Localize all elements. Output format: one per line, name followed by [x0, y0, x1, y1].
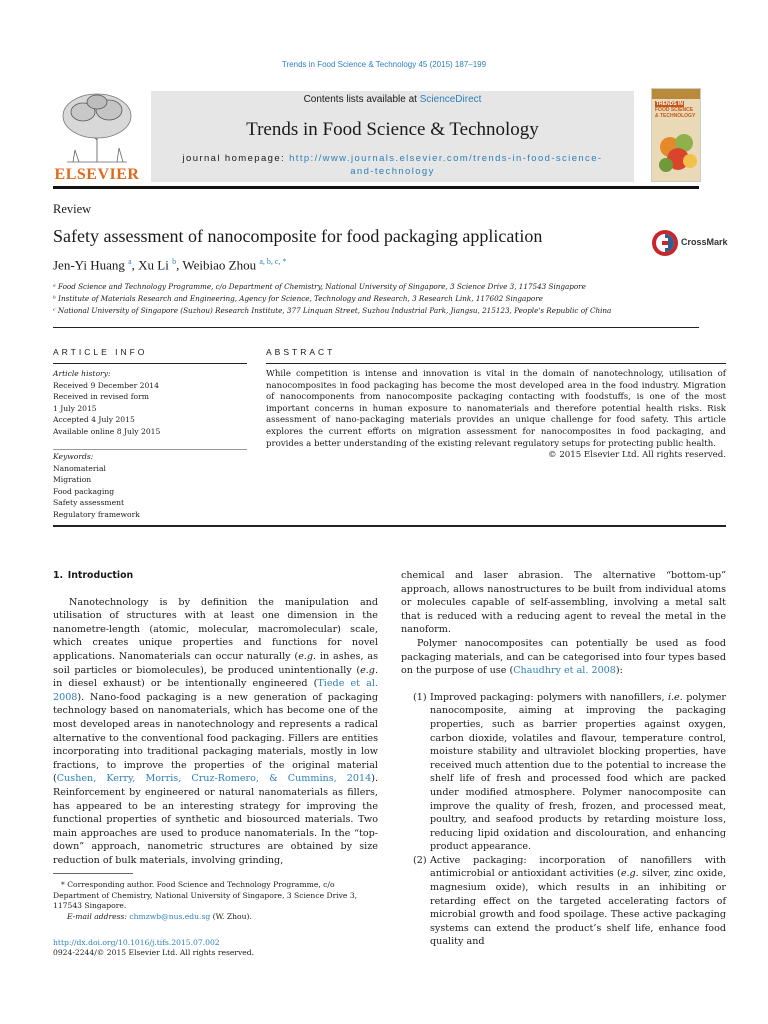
- intro-eg: e.g.: [298, 650, 317, 662]
- contents-prefix: Contents lists available at: [303, 94, 420, 105]
- abstract-text-block: [266, 369, 726, 462]
- list-eg: e.g.: [620, 868, 639, 880]
- list-text: Active packaging: incorporation of nanofillers with antimicrobial or antioxidant activities (: [430, 854, 726, 880]
- abstract-copyright: © 2015 Elsevier Ltd. All rights reserved.: [548, 450, 726, 461]
- doi-link[interactable]: http://dx.doi.org/10.1016/j.tifs.2015.07.002: [53, 938, 220, 947]
- list-ie: i.e.: [667, 691, 683, 703]
- intro-paragraph: [53, 596, 378, 868]
- divider: [266, 363, 726, 364]
- history-item: Available online 8 July 2015: [53, 426, 161, 436]
- list-item: [401, 854, 726, 949]
- body-text: Polymer nanocomposites can potentially be used as food packaging materials, and can be categorised into four types based on the purpose of use (: [401, 637, 726, 677]
- article-info-heading: ARTICLE INFO: [53, 347, 148, 357]
- list-text: silver, zinc oxide, magnesium oxide), which results in an inhibiting or retarding effect on the targeted accelerating factors of microbial growth and food spoilage. These active packaging systems can extend the product’s shelf life, enhance food quality and: [430, 868, 727, 948]
- cover-title: [655, 101, 699, 119]
- history-label: Article history:: [53, 369, 111, 378]
- abstract-heading: ABSTRACT: [266, 347, 336, 357]
- list-item: [401, 691, 726, 854]
- article-title: Safety assessment of nanocomposite for food packaging application: [53, 226, 543, 246]
- cover-line2: FOOD SCIENCE: [655, 107, 694, 113]
- email-label: E-mail address:: [67, 911, 130, 921]
- citation-link[interactable]: Cushen, Kerry, Morris, Cruz-Romero, & Cummins, 2014: [56, 773, 372, 785]
- list-number: (2): [413, 854, 427, 866]
- left-column: [53, 569, 378, 867]
- article-identifiers: [53, 938, 378, 958]
- list-text: Improved packaging: polymers with nanofillers,: [430, 691, 668, 703]
- keyword: Regulatory framework: [53, 509, 140, 519]
- journal-citation[interactable]: Trends in Food Science & Technology 45 (2015) 187–199: [281, 60, 487, 69]
- homepage-url-cont[interactable]: and-technology: [350, 166, 435, 177]
- keywords-label: Keywords:: [53, 452, 94, 461]
- citation-link[interactable]: Tiede et al. 2008: [53, 678, 378, 703]
- divider: [53, 327, 699, 328]
- abstract-text: While competition is intense and innovation is vital in the domain of nanotechnology, utilisation of nanocomposites in food packaging has become the most developed area in the food industry. Migration of nanocomponents from nanocomposite packaging contacting with foodstuffs, is one of the most important concerns in human exposure to nanomaterials and therefore potential health risks. Risk assessment of nano-packaging materials provides an unique challenge for food safety. This article explores the current efforts on migration assessment for nanocomposites in food packaging, and provides a better understanding of the existing relevant regulatory setups for protecting public health.: [266, 369, 726, 449]
- sciencedirect-link[interactable]: ScienceDirect: [419, 94, 482, 105]
- homepage-url[interactable]: http://www.journals.elsevier.com/trends-in-food-science-: [289, 153, 603, 164]
- keyword: Safety assessment: [53, 498, 125, 507]
- author-name: , Xu Li: [131, 257, 173, 273]
- crossmark-badge[interactable]: [651, 229, 731, 259]
- history-item: Accepted 4 July 2015: [53, 415, 135, 424]
- issn-line: 0924-2244/© 2015 Elsevier Ltd. All rights reserved.: [53, 948, 255, 957]
- affiliation-c: ᶜ National University of Singapore (Suzhou) Research Institute, 377 Linquan Street, Suzhou Industrial Park, Jiangsu, 215123, People's Republic of China: [53, 306, 612, 315]
- journal-homepage: [151, 152, 634, 178]
- history-item: Received 9 December 2014: [53, 380, 159, 390]
- body-paragraph: chemical and laser abrasion. The alternative “bottom-up” approach, allows nanostructures to be built from individual atoms or molecules capable of self-assembling, involving a metal salt that is reduced with a reducing agent to reveal the metal in the nanoform.: [401, 570, 726, 636]
- crossmark-label: CrossMark: [681, 237, 728, 247]
- cover-food-image: [656, 129, 698, 177]
- journal-masthead: [151, 91, 634, 182]
- intro-text: Nanotechnology is by definition the manipulation and utilisation of structures with at least one dimension in the nanometre-length (atomic, molecular, macromolecular) scale, which creates unique properties and functions for novel applications. Nanomaterials can occur naturally (: [53, 596, 378, 662]
- journal-title: Trends in Food Science & Technology: [246, 119, 539, 140]
- journal-cover-thumbnail[interactable]: [651, 88, 701, 182]
- intro-text: in ashes, as soil particles or biomolecules), be produced unintentionally (: [53, 650, 378, 676]
- divider: [53, 363, 247, 364]
- body-text: ):: [615, 665, 623, 677]
- author-affil-marker[interactable]: b: [172, 257, 177, 266]
- section-heading-introduction: 1. Introduction: [53, 570, 134, 581]
- email-link[interactable]: chmzwb@nus.edu.sg: [129, 911, 211, 921]
- citation-link[interactable]: Chaudhry et al. 2008: [513, 665, 616, 677]
- author-affil-marker[interactable]: a: [128, 257, 132, 266]
- footnote: [53, 880, 378, 922]
- contents-line: [151, 94, 634, 105]
- divider: [53, 449, 247, 450]
- cover-line3: & TECHNOLOGY: [655, 113, 696, 119]
- header-rule: [53, 186, 699, 189]
- body-paragraph: [401, 637, 726, 678]
- right-column: [401, 569, 726, 949]
- article-history: [53, 368, 247, 437]
- affiliation-a: ᵃ Food Science and Technology Programme, c/o Department of Chemistry, National University of Singapore, 3 Science Drive 3, 117543 Singapore: [53, 282, 586, 291]
- intro-text: ). Nano-food packaging is a new generation of packaging technology based on nanomaterials, which has become one of the most developed areas in nanotechnology and represents a radical alternative to the conventional food packaging. Fillers are entities incorporating into traditional packaging materials, mostly in low fractions, to improve the properties of the original material (: [53, 691, 378, 785]
- email-suffix: (W. Zhou).: [210, 911, 252, 921]
- author-name: , Weibiao Zhou: [176, 257, 260, 273]
- keywords: [53, 451, 247, 520]
- intro-text: in diesel exhaust) or be intentionally engineered (: [53, 678, 318, 690]
- history-item: 1 July 2015: [53, 403, 97, 413]
- footnote-rule: [53, 873, 133, 874]
- keyword: Migration: [53, 475, 92, 484]
- crossmark-icon: [651, 229, 679, 257]
- list-text: polymer nanocomposite, aiming at improving the packaging properties, such as barrier properties against oxygen, carbon dioxide, volatiles and flavour, temperature control, moisture stability and ultraviolet blocking properties, have received much attention due to the potential to increase the shelf life of fresh and processed food which are packed under modified atmosphere. Polymer nanocomposite can improve the quality of fresh, frozen, and processed meat, poultry, and seafood products by retarding moisture loss, reducing lipid oxidation and discolouration, and enhancing product appearance.: [430, 691, 726, 853]
- elsevier-wordmark: ELSEVIER: [54, 166, 140, 183]
- article-type: Review: [53, 202, 92, 216]
- author-list: [53, 257, 286, 273]
- affiliation-b: ᵇ Institute of Materials Research and Engineering, Agency for Science, Technology and Research, 3 Research Link, 117602 Singapore: [53, 294, 543, 303]
- keyword: Nanomaterial: [53, 463, 106, 473]
- history-item: Received in revised form: [53, 392, 149, 401]
- intro-eg: e.g.: [360, 664, 378, 676]
- list-number: (1): [413, 691, 427, 703]
- author-affil-marker[interactable]: a, b, c, *: [259, 257, 287, 266]
- homepage-label: journal homepage:: [182, 153, 290, 164]
- corresponding-author-note: * Corresponding author. Food Science and Technology Programme, c/o Department of Chemistry, National University of Singapore, 3 Science Drive 3, 117543 Singapore.: [53, 880, 358, 910]
- divider: [53, 525, 726, 527]
- author-name: Jen-Yi Huang: [53, 257, 129, 273]
- email-line: [53, 912, 378, 923]
- intro-text: ). Reinforcement by engineered or natural nanomaterials as fillers, has appeared to be an interesting strategy for improving the functional properties of synthetic and biosourced materials. Two main approaches are used to produce nanomaterials. In the “top-down” approach, nanometric structures are obtained by size reduction of bulk materials, involving grinding,: [53, 773, 378, 866]
- cover-line1: TRENDS IN: [656, 101, 683, 107]
- keyword: Food packaging: [53, 486, 115, 496]
